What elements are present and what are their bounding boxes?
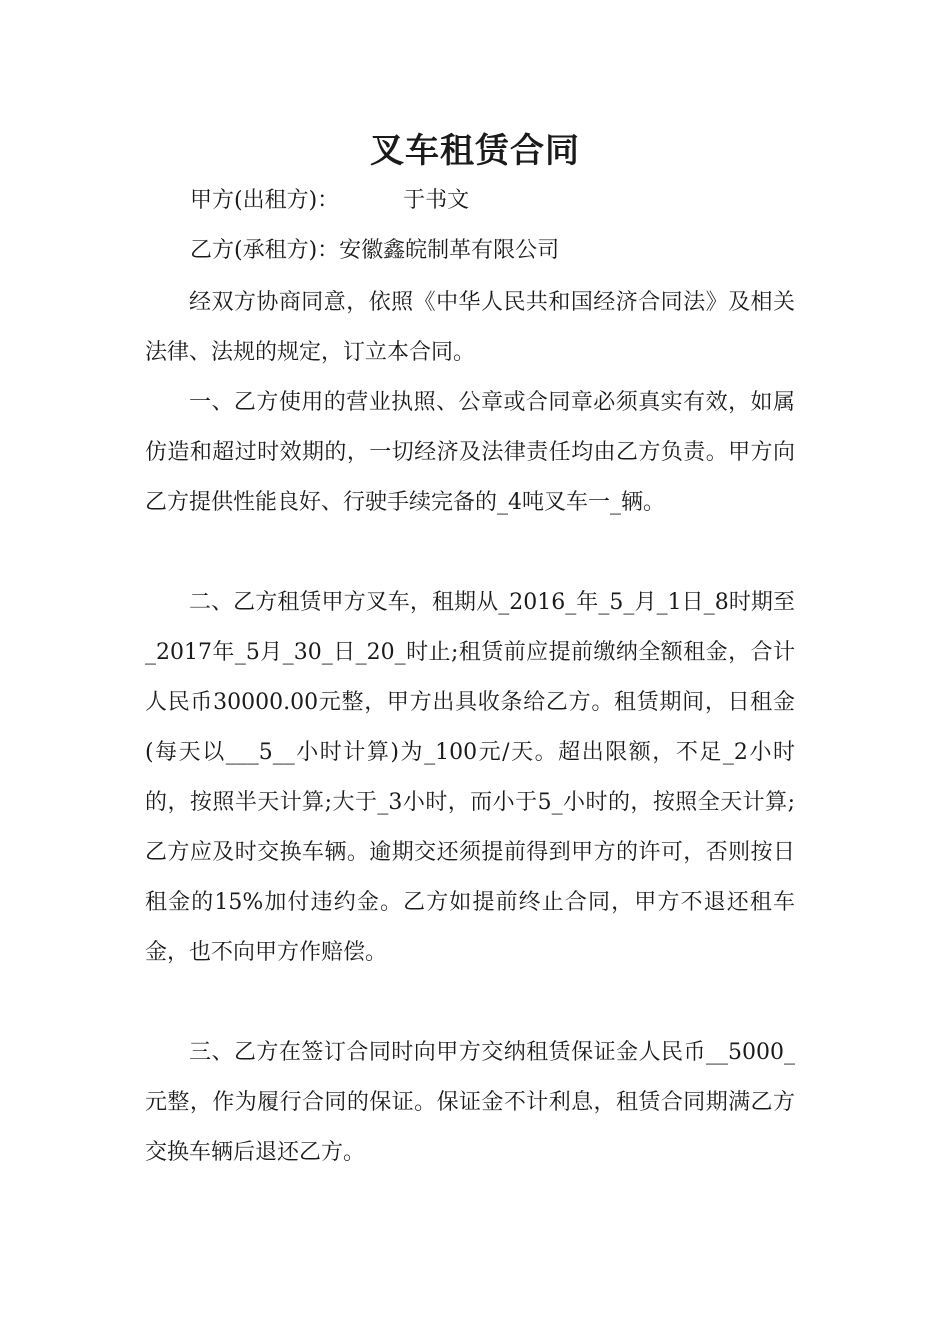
document-title: 叉车租赁合同 bbox=[370, 131, 580, 171]
party-a-name: 于书文 bbox=[403, 188, 470, 213]
intro-paragraph: 经双方协商同意，依照《中华人民共和国经济合同法》及相关法律、法规的规定，订立本合同。 bbox=[145, 290, 795, 365]
party-a-line bbox=[190, 186, 469, 216]
clause-one-paragraph: 一、乙方使用的营业执照、公章或合同章必须真实有效，如属仿造和超过时效期的，一切经济及法律责任均由乙方负责。甲方向乙方提供性能良好、行驶手续完备的_4吨叉车一_辆。 bbox=[145, 390, 795, 515]
clause-two-paragraph: 二、乙方租赁甲方叉车，租期从_2016_年_5_月_1日_8时期至_2017年_5月_30_日_20_时止;租赁前应提前缴纳全额租金，合计人民币30000.00元整，甲方出具收条给乙方。租赁期间，日租金(每天以___5__小时计算)为_100元/天。超出限额，不足_2小时的，按照半天计算;大于_3小时，而小于5_小时的，按照全天计算;乙方应及时交换车辆。逾期交还须提前得到甲方的许可，否则按日租金的15%加付违约金。乙方如提前终止合同，甲方不退还租车金，也不向甲方作赔偿。 bbox=[145, 590, 795, 965]
party-a-label: 甲方(出租方)： bbox=[190, 188, 340, 213]
party-b-line: 乙方(承租方)：安徽鑫皖制革有限公司 bbox=[190, 238, 560, 263]
clause-three-paragraph: 三、乙方在签订合同时向甲方交纳租赁保证金人民币__5000_元整，作为履行合同的保证。保证金不计利息，租赁合同期满乙方交换车辆后退还乙方。 bbox=[145, 1040, 795, 1165]
